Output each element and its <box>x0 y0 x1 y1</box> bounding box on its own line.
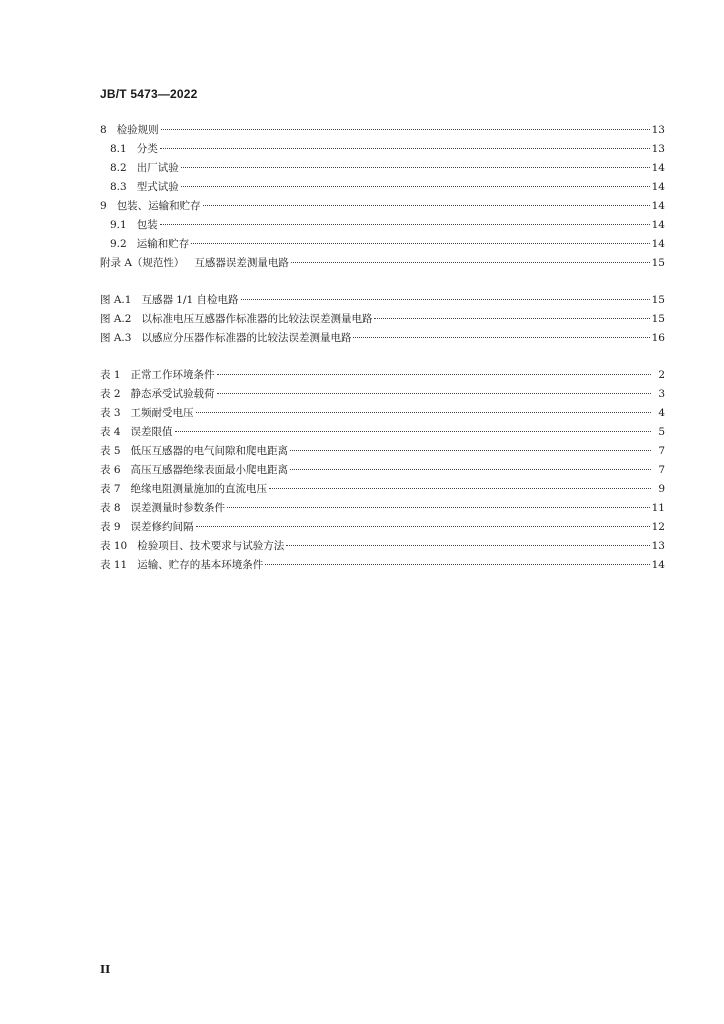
dot-leader <box>203 205 650 206</box>
toc-entry[interactable] <box>100 518 665 537</box>
dot-leader <box>291 262 650 263</box>
dot-leader <box>241 299 650 300</box>
toc-entry[interactable] <box>100 556 665 575</box>
toc-entry[interactable] <box>100 310 665 329</box>
toc-entry-page: 7 <box>658 445 665 457</box>
toc-entry-number: 9.2 <box>110 238 127 250</box>
toc-entry-page: 13 <box>651 143 665 155</box>
toc-entry[interactable] <box>100 442 665 461</box>
toc-entry-title: 互感器 1/1 自检电路 <box>141 294 239 306</box>
toc-entry[interactable] <box>100 404 665 423</box>
toc-entry-page: 13 <box>651 124 665 136</box>
toc-entry-number: 8 <box>100 124 107 136</box>
toc-entry-title: 工频耐受电压 <box>130 407 194 419</box>
toc-entry-page: 15 <box>651 294 665 306</box>
toc-entry-number: 表 6 <box>100 464 121 476</box>
toc-entry-title: 运输、贮存的基本环境条件 <box>137 559 264 571</box>
toc-entry-title: 以感应分压器作标准器的比较法误差测量电路 <box>141 332 352 344</box>
toc-entry-page: 15 <box>651 313 665 325</box>
dot-leader <box>374 318 649 319</box>
toc-entry-number: 表 8 <box>100 502 121 514</box>
toc-entry-page: 14 <box>651 181 665 193</box>
table-of-contents <box>100 121 665 593</box>
dot-leader <box>227 507 650 508</box>
toc-entry-number: 表 2 <box>100 388 121 400</box>
toc-entry-page: 2 <box>658 369 665 381</box>
toc-entry-number: 8.3 <box>110 181 127 193</box>
toc-entry-title: 包装、运输和贮存 <box>116 200 201 212</box>
toc-entry-page: 15 <box>651 257 665 269</box>
dot-leader <box>161 129 650 130</box>
toc-entry-page: 13 <box>651 540 665 552</box>
dot-leader <box>191 243 649 244</box>
toc-entry-number: 附录 A（规范性） <box>100 257 185 269</box>
dot-leader <box>290 469 651 470</box>
toc-entry[interactable] <box>100 178 665 197</box>
toc-entry-title: 误差限值 <box>130 426 173 438</box>
toc-entry-number: 表 10 <box>100 540 128 552</box>
toc-figures <box>100 291 665 348</box>
toc-entry-number: 9 <box>100 200 107 212</box>
toc-entry-page: 14 <box>651 200 665 212</box>
dot-leader <box>269 488 651 489</box>
toc-entry[interactable] <box>100 159 665 178</box>
toc-entry-number: 表 7 <box>100 483 121 495</box>
toc-entry-title: 静态承受试验载荷 <box>130 388 215 400</box>
toc-entry[interactable] <box>100 216 665 235</box>
toc-entry-title: 分类 <box>136 143 158 155</box>
toc-entry-number: 表 9 <box>100 521 121 533</box>
dot-leader <box>181 167 650 168</box>
dot-leader <box>181 186 650 187</box>
toc-entry-title: 高压互感器绝缘表面最小爬电距离 <box>130 464 289 476</box>
toc-tables <box>100 366 665 575</box>
toc-entry-page: 9 <box>658 483 665 495</box>
toc-entry[interactable] <box>100 499 665 518</box>
toc-entry-title: 误差测量时参数条件 <box>130 502 226 514</box>
dot-leader <box>217 393 651 394</box>
toc-entry[interactable] <box>100 291 665 310</box>
toc-entry-title: 出厂试验 <box>136 162 179 174</box>
toc-entry-page: 11 <box>651 502 665 514</box>
toc-entry-number: 图 A.3 <box>100 332 132 344</box>
toc-entry[interactable] <box>100 140 665 159</box>
toc-entry-page: 14 <box>651 162 665 174</box>
dot-leader <box>290 450 651 451</box>
dot-leader <box>196 526 650 527</box>
toc-chapters <box>100 121 665 273</box>
dot-leader <box>175 431 651 432</box>
toc-entry-number: 9.1 <box>110 219 127 231</box>
toc-entry-title: 绝缘电阻测量施加的直流电压 <box>130 483 268 495</box>
toc-entry-page: 14 <box>651 238 665 250</box>
toc-entry[interactable] <box>100 461 665 480</box>
dot-leader <box>160 224 650 225</box>
toc-entry-title: 误差修约间隔 <box>130 521 194 533</box>
toc-entry-number: 表 3 <box>100 407 121 419</box>
dot-leader <box>286 545 649 546</box>
toc-entry-number: 表 1 <box>100 369 121 381</box>
dot-leader <box>353 337 649 338</box>
toc-entry-page: 7 <box>658 464 665 476</box>
toc-entry-title: 型式试验 <box>136 181 179 193</box>
toc-entry-number: 图 A.2 <box>100 313 132 325</box>
toc-entry-number: 图 A.1 <box>100 294 132 306</box>
toc-entry-title: 检验项目、技术要求与试验方法 <box>137 540 285 552</box>
toc-entry[interactable] <box>100 480 665 499</box>
toc-entry-title: 包装 <box>136 219 158 231</box>
toc-entry[interactable] <box>100 235 665 254</box>
toc-entry[interactable] <box>100 366 665 385</box>
page-number-roman: II <box>100 963 111 976</box>
toc-entry-page: 4 <box>658 407 665 419</box>
toc-entry-number: 表 5 <box>100 445 121 457</box>
toc-entry-number: 8.1 <box>110 143 127 155</box>
toc-entry-page: 14 <box>651 559 665 571</box>
toc-entry-number: 表 4 <box>100 426 121 438</box>
toc-entry-title: 互感器误差测量电路 <box>194 257 289 269</box>
toc-entry-title: 运输和贮存 <box>136 238 190 250</box>
toc-entry[interactable] <box>100 537 665 556</box>
dot-leader <box>160 148 650 149</box>
toc-entry[interactable] <box>100 254 665 273</box>
toc-entry[interactable] <box>100 197 665 216</box>
toc-entry-number: 表 11 <box>100 559 128 571</box>
dot-leader <box>196 412 651 413</box>
toc-entry[interactable] <box>100 329 665 348</box>
toc-entry-title: 低压互感器的电气间隙和爬电距离 <box>130 445 289 457</box>
toc-entry-title: 检验规则 <box>116 124 159 136</box>
toc-entry-page: 14 <box>651 219 665 231</box>
toc-entry-page: 12 <box>651 521 665 533</box>
toc-entry[interactable] <box>100 385 665 404</box>
toc-entry-page: 3 <box>658 388 665 400</box>
toc-entry-title: 以标准电压互感器作标准器的比较法误差测量电路 <box>141 313 373 325</box>
document-code: JB/T 5473—2022 <box>100 87 198 101</box>
dot-leader <box>265 564 649 565</box>
toc-entry[interactable] <box>100 121 665 140</box>
toc-entry-page: 5 <box>658 426 665 438</box>
dot-leader <box>217 374 651 375</box>
toc-entry[interactable] <box>100 423 665 442</box>
toc-entry-page: 16 <box>651 332 665 344</box>
toc-entry-title: 正常工作环境条件 <box>130 369 215 381</box>
toc-entry-number: 8.2 <box>110 162 127 174</box>
